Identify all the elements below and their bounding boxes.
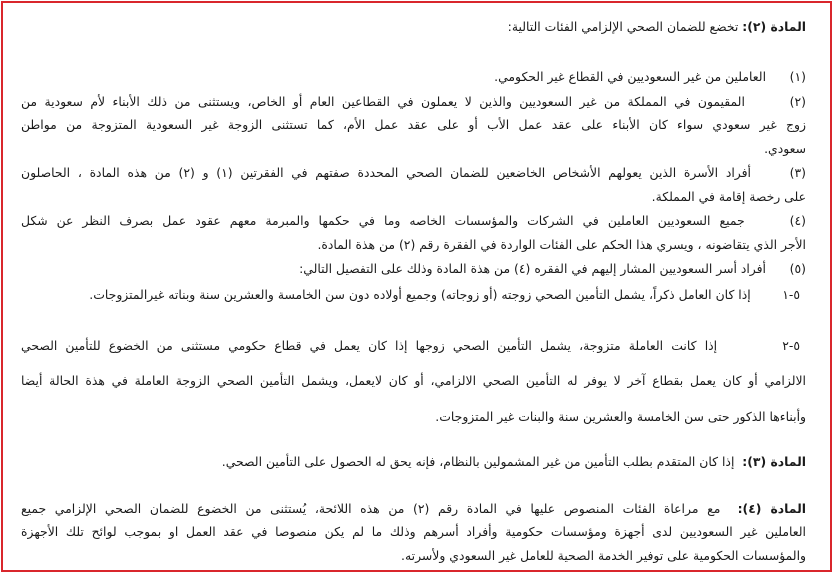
item-text: أفراد أسر السعوديين المشار إليهم في الفقره (٤) من هذة المادة وذلك على التفصيل التالي:	[299, 261, 767, 276]
article4-cont-2: والمؤسسات الحكومية على توفير الخدمة الصحية للعامل غير السعودي ولأسرته.	[401, 548, 806, 563]
item-number: (٤)	[789, 213, 806, 228]
sub-number: ٥-١	[782, 287, 800, 302]
article2-item-1	[21, 69, 806, 84]
item-text: جميع السعوديين العاملين في الشركات والمؤسسات الخاصه وما في حكمها والمبرمة معهم عقود عمل بصرف النظر عن شكل	[21, 213, 745, 228]
article3-text: إذا كان المتقدم بطلب التأمين من غير المشمولين بالنظام، فإنه يحق له الحصول على التأمين الصحي.	[221, 454, 735, 469]
article2-item-5	[21, 261, 806, 276]
item-text: العاملين من غير السعوديين في القطاع غير الحكومي.	[494, 69, 767, 84]
article2-item-4-cont: الأجر الذي يتقاضونه ، ويسري هذا الحكم على الفئات الواردة في الفقرة رقم (٢) من هذة المادة.	[317, 237, 806, 252]
article2-sub-5-2-cont-1: الالزامي أو كان يعمل بقطاع آخر لا يوفر له التأمين الصحي الالزامي، أو كان لايعمل، ويشمل التأمين الصحي الزوجة العاملة في هذة الحالة أيضا	[21, 373, 806, 388]
article2-sub-5-1	[21, 287, 800, 302]
article2-label: المادة (٢):	[742, 19, 806, 34]
article4-label: المادة (٤):	[737, 501, 806, 516]
article2-item-4	[21, 213, 806, 228]
document-frame	[1, 1, 832, 572]
article4-cont-1: العاملين غير السعوديين لدى أجهزة ومؤسسات حكومية وأفراد أسرهم وذلك ما لم يكن منصوصا في عقد العمل او بموجب لوائح تلك الأجهزة	[21, 524, 806, 539]
article3-paragraph	[21, 454, 806, 469]
article2-intro: تخضع للضمان الصحي الإلزامي الفئات التالية:	[507, 19, 739, 34]
article2-item-3	[21, 165, 806, 180]
article2-heading	[21, 19, 806, 34]
sub-text: إذا كانت العاملة متزوجة، يشمل التأمين الصحي زوجها إذا كان يعمل في قطاع حكومي مستثنى من الخضوع للتأمين الصحي	[21, 338, 718, 353]
article2-item-2	[21, 94, 806, 109]
article3-label: المادة (٣):	[742, 454, 806, 469]
item-text: المقيمون في المملكة من غير السعوديين والذين لا يعملون في القطاعين العام أو الخاص، ويستثنى من ذلك الأبناء لأم سعودية من	[21, 94, 745, 109]
item-number: (٢)	[789, 94, 806, 109]
sub-number: ٥-٢	[782, 338, 800, 353]
article4-text: مع مراعاة الفئات المنصوص عليها في المادة رقم (٢) من هذه اللائحة، يُستثنى من الخضوع للضمان الصحي الإلزامي جميع	[21, 501, 721, 516]
article2-item-2-cont-2: سعودي.	[764, 141, 806, 156]
item-number: (٣)	[789, 165, 806, 180]
article2-sub-5-2	[21, 338, 800, 353]
sub-text: إذا كان العامل ذكراً، يشمل التأمين الصحي زوجته (أو زوجاته) وجميع أولاده دون سن الخامسة والعشرين سنة وبناته غيرالمتزوجات.	[89, 287, 751, 302]
article2-item-3-cont: على رخصة إقامة في المملكة.	[651, 189, 806, 204]
article2-item-2-cont-1: زوج غير سعودي سواء كان الأبناء على عقد عمل الأب أو على عقد عمل الأم، كما تستثنى الزوجة غير السعودية المتزوجة من مواطن	[21, 117, 806, 132]
article4-paragraph	[21, 501, 806, 516]
item-number: (١)	[789, 69, 806, 84]
item-number: (٥)	[789, 261, 806, 276]
item-text: أفراد الأسرة الذين يعولهم الأشخاص الخاضعين للضمان الصحي المحددة صفتهم في الفقرتين (١) و (٢) من هذه المادة ، الحاصلون	[21, 165, 751, 180]
article2-sub-5-2-cont-2: وأبناءها الذكور حتى سن الخامسة والعشرين سنة والبنات غير المتزوجات.	[435, 409, 806, 424]
